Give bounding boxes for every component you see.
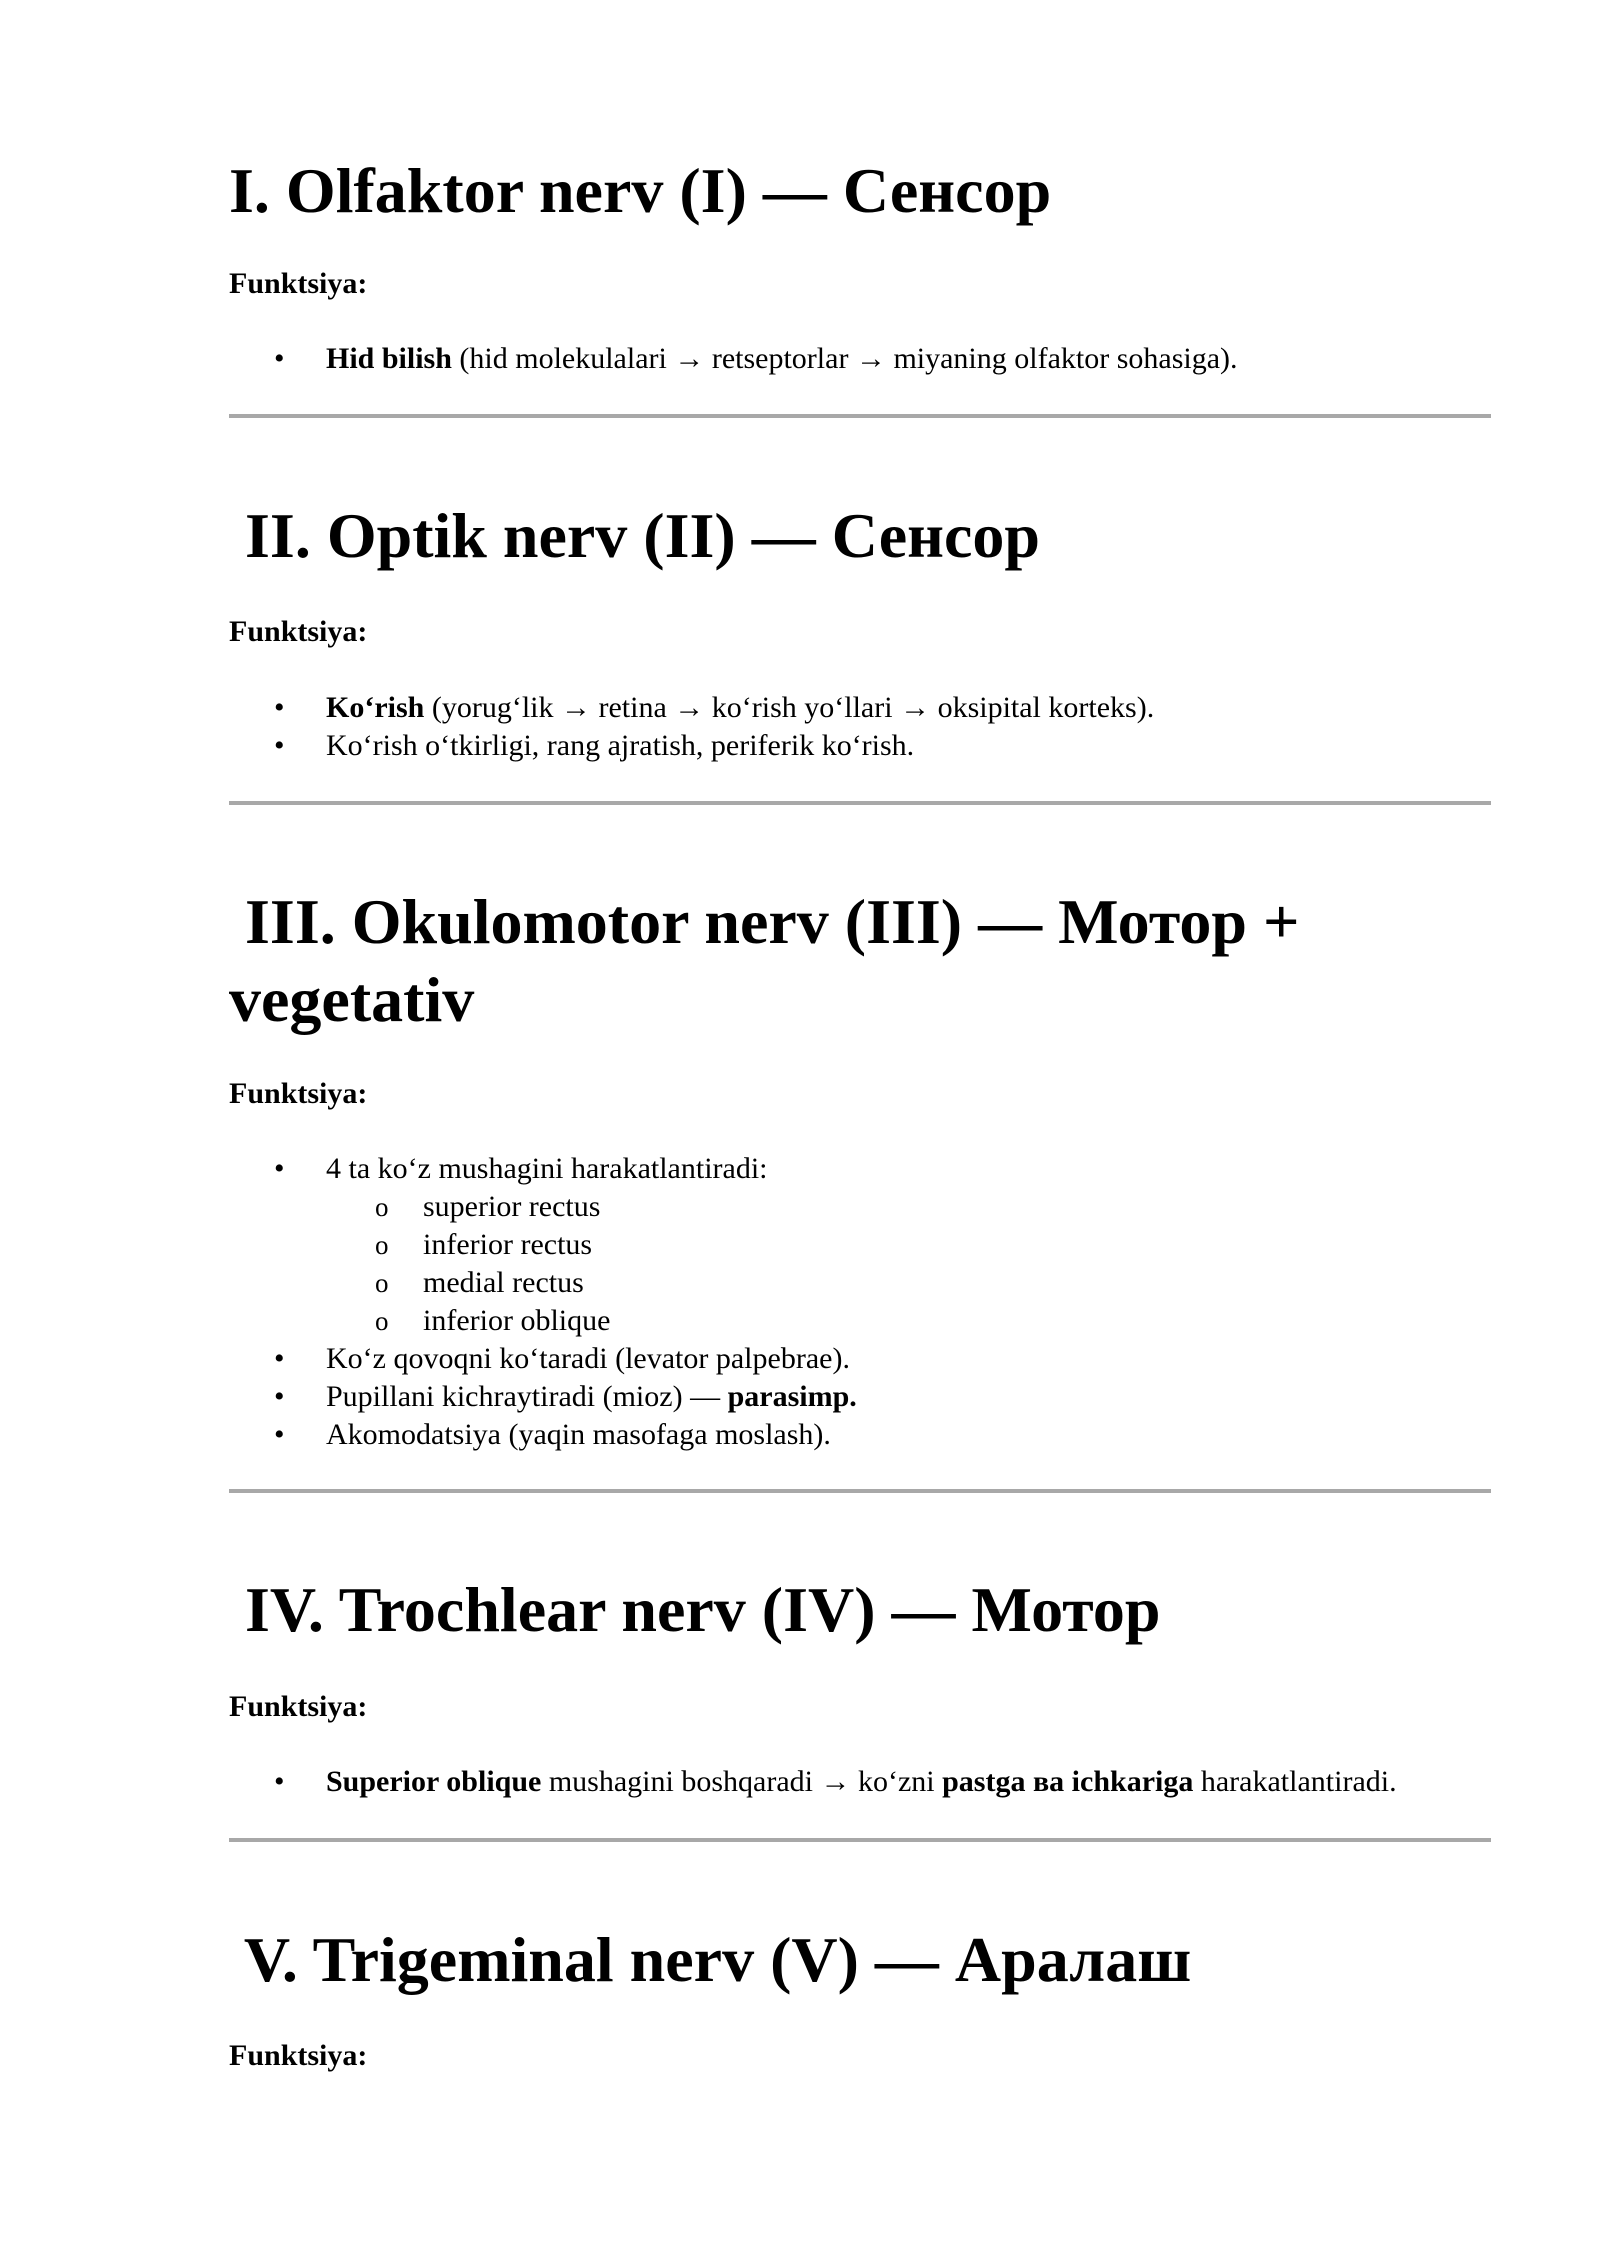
function-label: Funktsiya: <box>229 2039 368 2072</box>
section-divider <box>229 414 1491 418</box>
section-heading: III. Okulomotor nerv (III) — Мотор + vegetativ <box>229 886 1300 1035</box>
section-optic <box>229 497 1491 575</box>
sublist-item: o superior rectus <box>229 1188 1491 1226</box>
sublist-item: o medial rectus <box>229 1264 1491 1302</box>
list-item: • Akomodatsiya (yaqin masofaga moslash). <box>229 1416 1491 1454</box>
function-label: Funktsiya: <box>229 615 368 648</box>
function-list <box>229 1763 1529 1801</box>
section-divider <box>229 1838 1491 1842</box>
sublist-item: o inferior oblique <box>229 1302 1491 1340</box>
section-olfactory <box>229 152 1491 230</box>
list-item: • Koʻrish oʻtkirligi, rang ajratish, periferik koʻrish. <box>229 727 1491 765</box>
section-heading: I. Olfaktor nerv (I) — Сенсор <box>229 155 1052 226</box>
section-divider <box>229 1489 1491 1493</box>
function-label: Funktsiya: <box>229 267 368 300</box>
section-heading: II. Optik nerv (II) — Сенсор <box>245 500 1040 571</box>
list-item: • 4 ta koʻz mushagini harakatlantiradi: o superior rectus o inferior rectus o medial rectus o inferior oblique <box>229 1150 1491 1340</box>
function-list <box>229 689 1491 765</box>
section-trigeminal <box>229 1921 1491 1999</box>
list-item: • Koʻz qovoqni koʻtaradi (levator palpebrae). <box>229 1340 1491 1378</box>
function-label: Funktsiya: <box>229 1690 368 1723</box>
section-divider <box>229 801 1491 805</box>
list-item: • Pupillani kichraytiradi (mioz) — parasimp. <box>229 1378 1491 1416</box>
list-item: • Superior oblique mushagini boshqaradi → koʻzni pastga ва ichkariga harakatlantiradi. <box>229 1763 1529 1801</box>
sublist-item: o inferior rectus <box>229 1226 1491 1264</box>
section-oculomotor <box>229 883 1491 1039</box>
list-item: • Hid bilish (hid molekulalari → retseptorlar → miyaning olfaktor sohasiga). <box>229 340 1491 378</box>
list-item: • Koʻrish (yorugʻlik → retina → koʻrish yoʻllari → oksipital korteks). <box>229 689 1491 727</box>
function-list <box>229 1150 1491 1454</box>
function-list <box>229 340 1491 378</box>
section-heading: V. Trigeminal nerv (V) — Аралаш <box>243 1924 1192 1995</box>
section-heading: IV. Trochlear nerv (IV) — Мотор <box>245 1574 1161 1645</box>
function-label: Funktsiya: <box>229 1077 368 1110</box>
section-trochlear <box>229 1571 1491 1649</box>
muscle-sublist <box>326 1188 1491 1340</box>
